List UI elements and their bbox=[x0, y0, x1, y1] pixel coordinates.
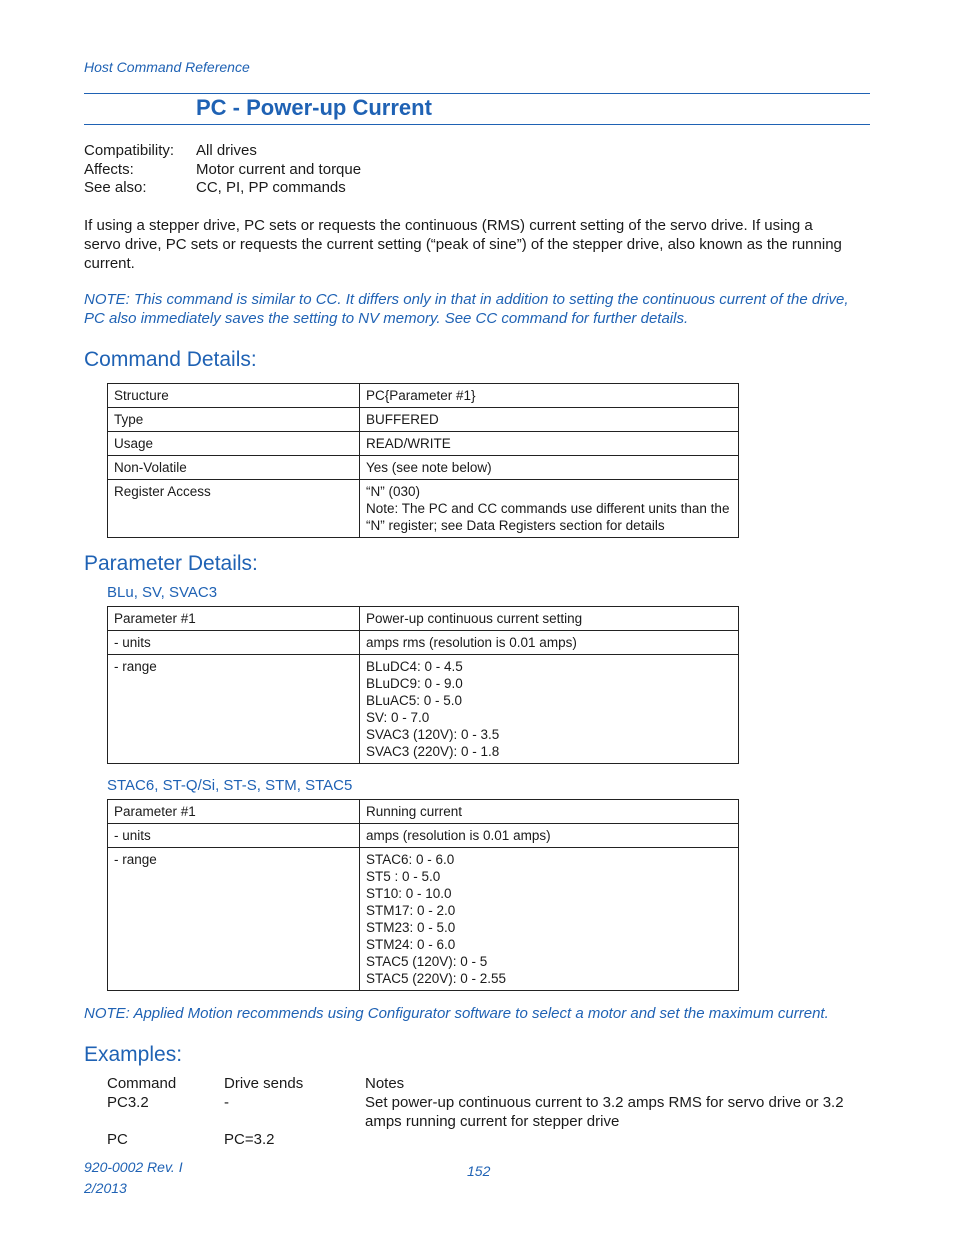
row-value: Yes (see note below) bbox=[360, 456, 739, 480]
meta-key: Compatibility: bbox=[84, 142, 175, 159]
row-label: - range bbox=[108, 848, 360, 991]
row-value: READ/WRITE bbox=[360, 432, 739, 456]
row-value: PC{Parameter #1} bbox=[360, 384, 739, 408]
footer-doc-number: 920-0002 Rev. I bbox=[84, 1159, 183, 1175]
command-details-heading: Command Details: bbox=[84, 348, 257, 371]
examples-col-drive-sends: Drive sends bbox=[224, 1075, 304, 1092]
row-value: Running current bbox=[360, 800, 739, 824]
table-row bbox=[108, 848, 739, 991]
note-similar-to-cc: NOTE: This command is similar to CC. It differs only in that in addition to setting the continuous current of the drive, PC also immediately saves the setting to NV memory. See CC command for further details. bbox=[84, 291, 849, 327]
row-value: “N” (030) Note: The PC and CC commands use different units than the “N” register; see Data Registers section for details bbox=[360, 480, 739, 538]
meta-row-see-also bbox=[84, 179, 361, 198]
meta-value: All drives bbox=[196, 142, 257, 159]
meta-value: Motor current and torque bbox=[196, 160, 362, 178]
row-value: STAC6: 0 - 6.0 ST5 : 0 - 5.0 ST10: 0 - 10.0 STM17: 0 - 2.0 STM23: 0 - 5.0 STM24: 0 - 6.0 STAC5 (120V): 0 - 5 STAC5 (220V): 0 - 2.55 bbox=[360, 848, 739, 991]
table-row bbox=[108, 800, 739, 824]
example-drive-sends: PC=3.2 bbox=[224, 1131, 275, 1148]
footer-doc-info bbox=[84, 1157, 183, 1199]
meta-key: See also: bbox=[84, 179, 147, 196]
examples-heading: Examples: bbox=[84, 1043, 183, 1066]
table-row bbox=[108, 456, 739, 480]
row-label: Structure bbox=[108, 384, 360, 408]
example-command: PC bbox=[107, 1131, 128, 1148]
page-number: 152 bbox=[467, 1163, 491, 1179]
page-title: PC - Power-up Current bbox=[196, 95, 432, 120]
command-details-table bbox=[107, 383, 739, 538]
parameter-details-heading: Parameter Details: bbox=[84, 552, 258, 575]
parameter-table-stac bbox=[107, 799, 739, 991]
row-value: BUFFERED bbox=[360, 408, 739, 432]
table-row bbox=[108, 824, 739, 848]
table-row bbox=[108, 607, 739, 631]
row-label: Parameter #1 bbox=[108, 800, 360, 824]
row-label: Register Access bbox=[108, 480, 360, 538]
meta-row-affects bbox=[84, 161, 361, 180]
compatibility-block bbox=[84, 142, 361, 198]
row-value: amps rms (resolution is 0.01 amps) bbox=[360, 631, 739, 655]
row-value: Power-up continuous current setting bbox=[360, 607, 739, 631]
row-label: - range bbox=[108, 655, 360, 764]
table-row bbox=[108, 384, 739, 408]
title-top-rule bbox=[84, 93, 870, 94]
table-row bbox=[108, 631, 739, 655]
meta-key: Affects: bbox=[84, 160, 134, 178]
row-label: Type bbox=[108, 408, 360, 432]
parameter-table-blu bbox=[107, 606, 739, 764]
example-notes: Set power-up continuous current to 3.2 amps RMS for servo drive or 3.2 amps running current for stepper drive bbox=[365, 1094, 844, 1130]
row-value: BLuDC4: 0 - 4.5 BLuDC9: 0 - 9.0 BLuAC5: 0 - 5.0 SV: 0 - 7.0 SVAC3 (120V): 0 - 3.5 SVAC3 (220V): 0 - 1.8 bbox=[360, 655, 739, 764]
row-label: - units bbox=[108, 631, 360, 655]
row-label: Non-Volatile bbox=[108, 456, 360, 480]
row-label: Parameter #1 bbox=[108, 607, 360, 631]
table-row bbox=[108, 408, 739, 432]
row-label: Usage bbox=[108, 432, 360, 456]
meta-row-compatibility bbox=[84, 142, 361, 161]
table-row bbox=[108, 480, 739, 538]
parameter-group-title: BLu, SV, SVAC3 bbox=[107, 584, 218, 601]
meta-value: CC, PI, PP commands bbox=[196, 179, 346, 196]
examples-col-notes: Notes bbox=[365, 1075, 405, 1092]
footer-date: 2/2013 bbox=[84, 1180, 127, 1196]
row-value: amps (resolution is 0.01 amps) bbox=[360, 824, 739, 848]
table-row bbox=[108, 655, 739, 764]
section-reference: Host Command Reference bbox=[84, 59, 250, 75]
examples-col-command: Command bbox=[107, 1075, 177, 1092]
table-row bbox=[108, 432, 739, 456]
parameter-group-title: STAC6, ST-Q/Si, ST-S, STM, STAC5 bbox=[107, 777, 353, 794]
title-bottom-rule bbox=[84, 124, 870, 125]
example-drive-sends: - bbox=[224, 1094, 229, 1111]
example-command: PC3.2 bbox=[107, 1094, 149, 1111]
row-label: - units bbox=[108, 824, 360, 848]
note-configurator: NOTE: Applied Motion recommends using Configurator software to select a motor and set the maximum current. bbox=[84, 1005, 829, 1022]
description-paragraph: If using a stepper drive, PC sets or requests the continuous (RMS) current setting of the servo drive. If using a servo drive, PC sets or requests the current setting (“peak of sine”) of the stepper drive, also known as the running current. bbox=[84, 217, 842, 272]
